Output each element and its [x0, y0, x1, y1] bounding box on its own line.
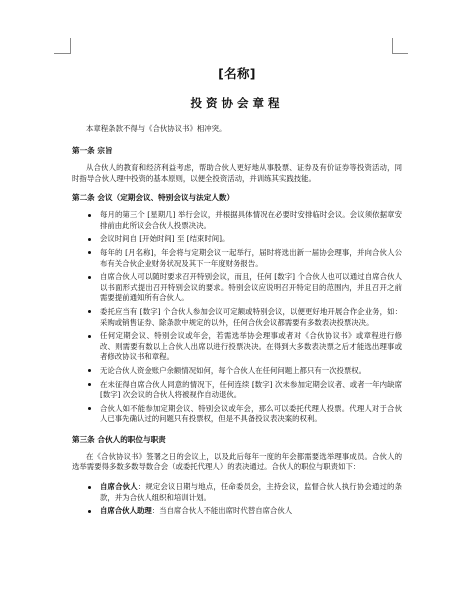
list-item: 会议时间自 [开始时间] 至 [结束时间]。	[100, 234, 402, 245]
bullet-icon	[88, 214, 91, 217]
section-paragraph: 从合伙人的教育和经济利益考虑，帮助合伙人更好地从事股票、证券及有价证券等投资活动，同时指导合伙人理中投资的基本原则，以便全投资活动，并训练其实践技能。	[72, 163, 402, 183]
crop-mark-top-left	[70, 38, 71, 54]
section-heading: 第三条 合伙人的职位与职责	[72, 434, 166, 444]
list-item: 自席合伙人可以随时要求召开特别会议，而且，任何 [数字] 个合伙人也可以通过自席合伙人以书面形式提出召开特别会议的要求。特别会议应说明召开特定目的范围内，并且召开之前需要提前通知所有合伙人。	[100, 272, 402, 304]
list-item: 每月的第三个 [星期几] 举行会议，并根据具体情况在必要时安排临时会议。会议须依据章安排前由此所议会合伙人投票决决。	[100, 210, 402, 231]
bullet-list	[72, 210, 402, 425]
crop-mark-top-left	[54, 53, 70, 54]
bullet-icon	[88, 383, 91, 386]
bullet-icon	[88, 369, 91, 372]
section-2	[72, 193, 402, 425]
section-1	[72, 146, 402, 184]
bullet-icon	[88, 238, 91, 241]
bullet-icon	[88, 486, 91, 489]
section-paragraph: 在《合伙协议书》签署之日的会议上，以及此后每年一度的年会都需要选举理事成员。合伙人的选举需要得多数多数导数合会（或委托代理人）的表决通过。合伙人的职位与职责如下：	[72, 451, 402, 472]
section-3	[72, 435, 402, 517]
intro-text: 本章程条款不得与《合伙协议书》相冲突。	[86, 124, 227, 133]
list-item: 在未征得自席合伙人同意的情况下，任何连续 [数字] 次未参加定期会议者、或者一年内缺席 [数字] 次会议的合伙人将被视作自动退伙。	[100, 380, 402, 401]
list-item: 自席合伙人：规定会议日期与地点，任命委员会，主持会议，监督合伙人执行协会通过的条款，并为合伙人组织和培训计划。	[100, 482, 402, 503]
bullet-icon	[88, 276, 91, 279]
list-item: 自席合伙人助理：当自席合伙人不能出席时代替自席合伙人	[100, 506, 402, 517]
document-subtitle: 投资协会章程	[190, 96, 284, 110]
list-item: 每年的 [月名称]，年会将与定期会议一起举行，届时将选出新一届协会理事，并向合伙人公布有关合伙企业财务状况及其下一年度财务报告。	[100, 248, 402, 269]
bullet-icon	[88, 407, 91, 410]
list-item: 合伙人如不能参加定期会议、特别会议或年会，那么可以委托代理人投票。代理人对于合伙人已事先确认过的问题只有投票权，但是不具备投议表决案的权利。	[100, 404, 402, 425]
list-item: 无论合伙人资金账户余额情况如何，每个合伙人在任何问题上都只有一次投票权。	[100, 366, 402, 377]
list-item: 任何定期会议、特别会议或年会，若需选举协会理事或者对《合伙协议书》或章程进行修改、则需要有数以上合伙人出席以进行投票决决。在得到大多数表决票之后才能选出理事或者修改协议书和章程。	[100, 331, 402, 363]
bullet-list	[72, 482, 402, 517]
bullet-icon	[88, 310, 91, 313]
bullet-icon	[88, 510, 91, 513]
list-item: 委托应当有 [数字] 个合伙人参加会议可定额或特别会议，以便更好地开展合作企业务，如：采购或销售证券、除条款中规定的以外，任何合伙会议都需要有多数表决投票决决。	[100, 307, 402, 328]
section-heading: 第一条 宗旨	[72, 146, 113, 155]
document-content	[72, 64, 402, 527]
document-title: [名称]	[218, 66, 256, 81]
crop-mark-top-right	[392, 53, 408, 54]
crop-mark-top-right	[392, 38, 393, 54]
bullet-icon	[88, 335, 91, 338]
bullet-icon	[88, 251, 91, 254]
section-heading: 第二条 会议（定期会议、特别会议与法定人数）	[72, 193, 235, 203]
